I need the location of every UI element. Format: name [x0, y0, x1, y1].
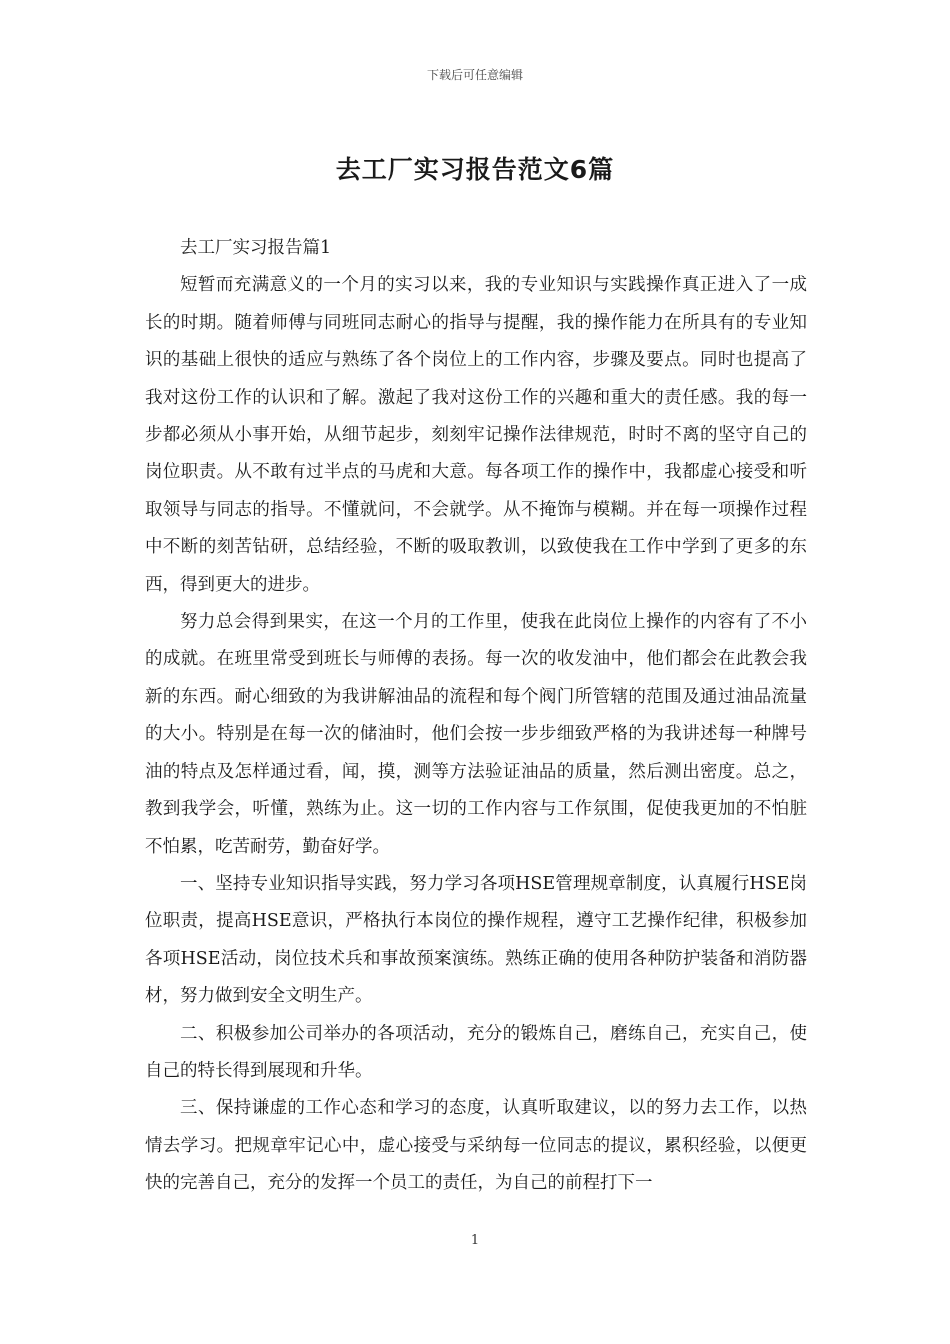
document-body	[145, 230, 807, 1203]
paragraph: 二、积极参加公司举办的各项活动，充分的锻炼自己，磨练自己，充实自己，使自己的特长得到展现和升华。	[145, 1023, 807, 1081]
paragraph: 三、保持谦虚的工作心态和学习的态度，认真听取建议，以的努力去工作，以热情去学习。把规章牢记心中，虚心接受与采纳每一位同志的提议，累积经验，以便更快的完善自己，充分的发挥一个员工的责任，为自己的前程打下一	[145, 1098, 807, 1194]
paragraph: 努力总会得到果实，在这一个月的工作里，使我在此岗位上操作的内容有了不小的成就。在班里常受到班长与师傅的表扬。每一次的收发油中，他们都会在此教会我新的东西。耐心细致的为我讲解油品的流程和每个阀门所管辖的范围及通过油品流量的大小。特别是在每一次的储油时，他们会按一步步细致严格的为我讲述每一种牌号油的特点及怎样通过看，闻，摸，测等方法验证油品的质量，然后测出密度。总之，教到我学会，听懂，熟练为止。这一切的工作内容与工作氛围，促使我更加的不怕脏不怕累，吃苦耐劳，勤奋好学。	[145, 612, 807, 857]
page-number: 1	[470, 1233, 480, 1248]
document-title: 去工厂实习报告范文6篇	[335, 155, 615, 184]
header-note: 下载后可任意编辑	[426, 68, 523, 82]
paragraph: 短暂而充满意义的一个月的实习以来，我的专业知识与实践操作真正进入了一成长的时期。随着师傅与同班同志耐心的指导与提醒，我的操作能力在所具有的专业知识的基础上很快的适应与熟练了各个岗位上的工作内容，步骤及要点。同时也提高了我对这份工作的认识和了解。激起了我对这份工作的兴趣和重大的责任感。我的每一步都必须从小事开始，从细节起步，刻刻牢记操作法律规范，时时不离的坚守自己的岗位职责。从不敢有过半点的马虎和大意。每各项工作的操作中，我都虚心接受和听取领导与同志的指导。不懂就问，不会就学。从不掩饰与模糊。并在每一项操作过程中不断的刻苦钻研，总结经验，不断的吸取教训，以致使我在工作中学到了更多的东西，得到更大的进步。	[145, 275, 807, 595]
section-heading: 去工厂实习报告篇1	[180, 238, 332, 258]
paragraph: 一、坚持专业知识指导实践，努力学习各项HSE管理规章制度，认真履行HSE岗位职责，提高HSE意识，严格执行本岗位的操作规程，遵守工艺操作纪律，积极参加各项HSE活动，岗位技术兵和事故预案演练。熟练正确的使用各种防护装备和消防器材，努力做到安全文明生产。	[145, 873, 807, 1007]
